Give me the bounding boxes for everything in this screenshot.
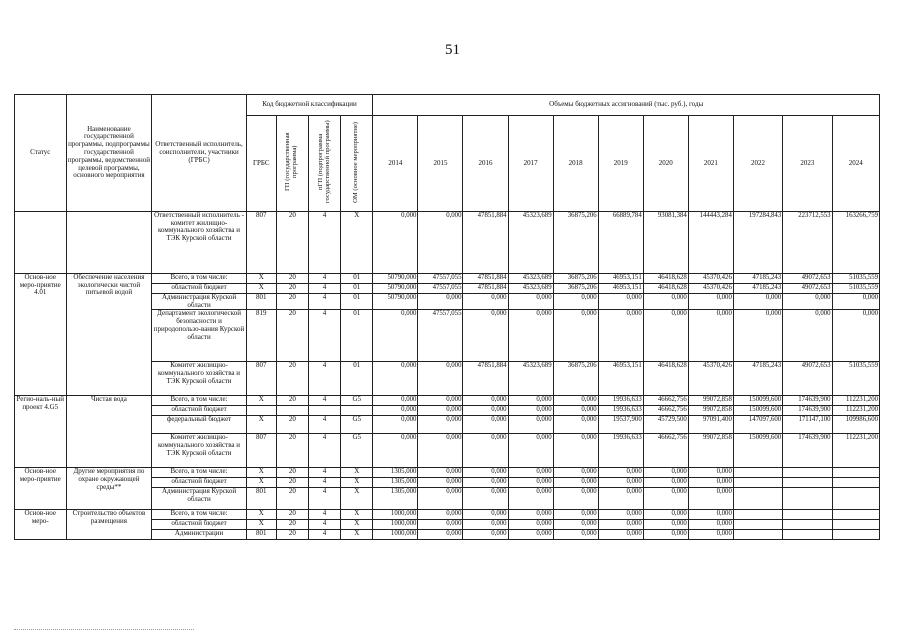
- row-value: 109986,600: [832, 416, 879, 434]
- row-value: 0,000: [598, 530, 643, 540]
- table-row: [15, 510, 880, 520]
- row-value: 0,000: [643, 310, 688, 362]
- header-year: 2015: [418, 116, 463, 212]
- row-value: 0,000: [463, 310, 508, 362]
- row-value: 51035,559: [832, 283, 879, 293]
- row-executor: Комитет жилищно-коммунального хозяйства и ТЭК Курской области: [152, 362, 246, 396]
- row-value: 47851,884: [463, 273, 508, 283]
- row-value: 93081,384: [643, 211, 688, 273]
- row-status: Основ-ное меро-: [15, 510, 67, 540]
- header-gp: [276, 116, 308, 212]
- table-row: [15, 273, 880, 283]
- table-row: [15, 396, 880, 406]
- row-pgp: 4: [308, 520, 340, 530]
- row-om: 01: [341, 273, 373, 283]
- row-value: 0,000: [418, 396, 463, 406]
- table-row: [15, 468, 880, 478]
- row-gp: 20: [276, 273, 308, 283]
- row-value: 0,000: [688, 520, 733, 530]
- row-gp: 20: [276, 362, 308, 396]
- row-value: 46662,756: [643, 406, 688, 416]
- row-value: [733, 530, 782, 540]
- row-pgp: 4: [308, 488, 340, 510]
- row-value: 46418,628: [643, 283, 688, 293]
- row-executor: Администрации: [152, 530, 246, 540]
- row-pgp: 4: [308, 396, 340, 406]
- row-value: 45370,426: [688, 362, 733, 396]
- row-om: Х: [341, 520, 373, 530]
- row-value: [783, 478, 832, 488]
- header-amounts-group: Объемы бюджетных ассигнований (тыс. руб.), годы: [373, 95, 880, 116]
- row-executor: Администрация Курской области: [152, 293, 246, 310]
- row-value: 1305,000: [373, 468, 418, 478]
- row-value: 0,000: [508, 530, 553, 540]
- row-pgp: 4: [308, 434, 340, 468]
- row-value: 0,000: [373, 406, 418, 416]
- row-value: 50790,000: [373, 293, 418, 310]
- row-name: Обеспечение населения экологически чистой питьевой водой: [66, 273, 152, 396]
- row-value: 0,000: [733, 293, 782, 310]
- budget-table: [14, 94, 880, 540]
- row-value: 174639,900: [783, 434, 832, 468]
- row-value: 0,000: [418, 211, 463, 273]
- header-gp-text: ГП (государственная программа): [284, 132, 299, 192]
- row-value: 0,000: [688, 478, 733, 488]
- row-pgp: 4: [308, 293, 340, 310]
- row-value: 0,000: [418, 468, 463, 478]
- row-value: 0,000: [508, 488, 553, 510]
- row-value: 45370,426: [688, 273, 733, 283]
- row-value: 47185,243: [733, 273, 782, 283]
- row-value: 112231,200: [832, 406, 879, 416]
- row-value: 50790,000: [373, 273, 418, 283]
- row-grbs: Х: [246, 396, 276, 406]
- row-value: [783, 520, 832, 530]
- row-value: 0,000: [598, 310, 643, 362]
- row-value: 0,000: [508, 396, 553, 406]
- row-value: 36875,206: [553, 211, 598, 273]
- header-year: 2017: [508, 116, 553, 212]
- row-value: 36875,206: [553, 362, 598, 396]
- header-om: [341, 116, 373, 212]
- table-body: [15, 211, 880, 540]
- row-value: 0,000: [508, 520, 553, 530]
- row-grbs: Х: [246, 520, 276, 530]
- row-value: 0,000: [598, 468, 643, 478]
- row-value: 0,000: [418, 362, 463, 396]
- row-grbs: Х: [246, 510, 276, 520]
- row-grbs: 807: [246, 434, 276, 468]
- row-value: 50790,000: [373, 283, 418, 293]
- row-value: 0,000: [418, 530, 463, 540]
- row-value: [733, 488, 782, 510]
- row-value: 47851,884: [463, 283, 508, 293]
- row-value: 0,000: [418, 406, 463, 416]
- row-value: 0,000: [463, 530, 508, 540]
- row-value: 0,000: [373, 310, 418, 362]
- row-executor: областной бюджет: [152, 406, 246, 416]
- row-value: [783, 468, 832, 478]
- row-gp: 20: [276, 396, 308, 406]
- row-value: 99072,858: [688, 406, 733, 416]
- row-om: G5: [341, 434, 373, 468]
- row-value: 1305,000: [373, 478, 418, 488]
- row-value: 174639,900: [783, 406, 832, 416]
- row-value: 0,000: [373, 362, 418, 396]
- row-value: 150099,600: [733, 396, 782, 406]
- row-value: 112231,200: [832, 396, 879, 406]
- row-value: 0,000: [643, 520, 688, 530]
- row-pgp: 4: [308, 283, 340, 293]
- row-om: Х: [341, 488, 373, 510]
- row-value: 0,000: [418, 293, 463, 310]
- row-value: 46662,756: [643, 396, 688, 406]
- row-value: 0,000: [508, 434, 553, 468]
- row-value: 45323,689: [508, 362, 553, 396]
- row-value: 51035,559: [832, 273, 879, 283]
- row-value: 144443,284: [688, 211, 733, 273]
- row-value: 0,000: [418, 510, 463, 520]
- row-value: 0,000: [643, 293, 688, 310]
- header-year: 2016: [463, 116, 508, 212]
- row-value: 47851,884: [463, 362, 508, 396]
- row-value: [733, 520, 782, 530]
- row-executor: Ответственный исполнитель - комитет жилищно-коммунального хозяйства и ТЭК Курской области: [152, 211, 246, 273]
- header-year: 2024: [832, 116, 879, 212]
- row-value: 47557,055: [418, 283, 463, 293]
- row-value: 46418,628: [643, 273, 688, 283]
- row-value: 0,000: [553, 396, 598, 406]
- page-number: 51: [445, 42, 460, 58]
- row-value: [783, 530, 832, 540]
- row-gp: 20: [276, 488, 308, 510]
- row-value: 0,000: [418, 520, 463, 530]
- row-value: 0,000: [463, 293, 508, 310]
- row-value: 99072,858: [688, 396, 733, 406]
- header-year: 2021: [688, 116, 733, 212]
- header-year: 2020: [643, 116, 688, 212]
- row-value: 0,000: [553, 530, 598, 540]
- row-executor: Всего, в том числе:: [152, 396, 246, 406]
- row-value: 0,000: [643, 488, 688, 510]
- row-value: 0,000: [688, 293, 733, 310]
- row-value: 0,000: [373, 211, 418, 273]
- row-value: 147097,600: [733, 416, 782, 434]
- row-grbs: 807: [246, 362, 276, 396]
- footer-dotted-line: [14, 629, 194, 631]
- row-value: 1000,000: [373, 510, 418, 520]
- row-value: 47557,055: [418, 273, 463, 283]
- header-year: 2019: [598, 116, 643, 212]
- row-value: 0,000: [463, 520, 508, 530]
- row-value: 0,000: [463, 488, 508, 510]
- row-gp: 20: [276, 293, 308, 310]
- row-grbs: 801: [246, 530, 276, 540]
- row-gp: 20: [276, 468, 308, 478]
- row-gp: 20: [276, 283, 308, 293]
- row-name: Строительство объектов размещения: [66, 510, 152, 540]
- row-value: 0,000: [598, 293, 643, 310]
- row-value: 171147,100: [783, 416, 832, 434]
- row-value: 1000,000: [373, 520, 418, 530]
- row-name: Чистая вода: [66, 396, 152, 468]
- row-value: 45370,426: [688, 283, 733, 293]
- row-grbs: Х: [246, 478, 276, 488]
- row-value: 19537,900: [598, 416, 643, 434]
- row-value: 0,000: [643, 478, 688, 488]
- row-value: 45323,689: [508, 211, 553, 273]
- row-value: 0,000: [832, 293, 879, 310]
- row-pgp: 4: [308, 273, 340, 283]
- row-value: 46662,756: [643, 434, 688, 468]
- row-grbs: 801: [246, 488, 276, 510]
- row-value: 0,000: [463, 406, 508, 416]
- row-name: Другие мероприятия по охране окружающей среды**: [66, 468, 152, 510]
- row-om: 01: [341, 362, 373, 396]
- row-om: 01: [341, 293, 373, 310]
- row-value: 0,000: [553, 520, 598, 530]
- row-value: 47851,884: [463, 211, 508, 273]
- row-gp: 20: [276, 310, 308, 362]
- row-value: [832, 468, 879, 478]
- row-gp: 20: [276, 416, 308, 434]
- row-value: 112231,200: [832, 434, 879, 468]
- row-value: 97091,400: [688, 416, 733, 434]
- row-gp: [276, 406, 308, 416]
- row-grbs: 819: [246, 310, 276, 362]
- row-value: 0,000: [598, 510, 643, 520]
- header-year: 2022: [733, 116, 782, 212]
- row-pgp: 4: [308, 530, 340, 540]
- row-value: 0,000: [463, 510, 508, 520]
- row-value: 36875,206: [553, 283, 598, 293]
- row-value: 19936,633: [598, 434, 643, 468]
- row-value: 0,000: [688, 310, 733, 362]
- row-pgp: 4: [308, 310, 340, 362]
- row-grbs: Х: [246, 283, 276, 293]
- row-value: 0,000: [463, 416, 508, 434]
- row-value: 0,000: [418, 434, 463, 468]
- row-value: [832, 478, 879, 488]
- row-value: 0,000: [553, 478, 598, 488]
- row-pgp: 4: [308, 416, 340, 434]
- row-value: 0,000: [418, 416, 463, 434]
- row-pgp: 4: [308, 510, 340, 520]
- row-om: [341, 406, 373, 416]
- row-value: 0,000: [373, 396, 418, 406]
- header-executor: Ответственный исполнитель, соисполнители, участники (ГРБС): [152, 95, 246, 212]
- row-value: 0,000: [418, 488, 463, 510]
- row-value: 0,000: [688, 488, 733, 510]
- row-grbs: Х: [246, 273, 276, 283]
- row-value: 45323,689: [508, 273, 553, 283]
- row-pgp: [308, 406, 340, 416]
- header-grbs: ГРБС: [246, 116, 276, 212]
- row-grbs: 801: [246, 293, 276, 310]
- header-name: Наименование государственной программы, подпрограммы государственной программы, ведомственной целевой программы, основного мероприятия: [66, 95, 152, 212]
- row-value: 45323,689: [508, 283, 553, 293]
- row-value: 0,000: [508, 406, 553, 416]
- row-pgp: 4: [308, 478, 340, 488]
- row-value: 150099,600: [733, 406, 782, 416]
- row-value: 36875,206: [553, 273, 598, 283]
- row-value: 0,000: [508, 478, 553, 488]
- header-pgp-text: пГП (подпрограмма государственной программы): [316, 120, 331, 204]
- row-value: 46953,151: [598, 273, 643, 283]
- row-value: 49072,653: [783, 273, 832, 283]
- row-value: 0,000: [508, 416, 553, 434]
- row-executor: областной бюджет: [152, 283, 246, 293]
- row-value: 1305,000: [373, 488, 418, 510]
- row-value: 197284,843: [733, 211, 782, 273]
- row-value: 47557,055: [418, 310, 463, 362]
- row-value: 99072,858: [688, 434, 733, 468]
- row-om: 01: [341, 310, 373, 362]
- row-om: Х: [341, 478, 373, 488]
- row-executor: Всего, в том числе:: [152, 273, 246, 283]
- row-value: 0,000: [553, 406, 598, 416]
- row-status: Регио-наль-ный проект 4.G5: [15, 396, 67, 468]
- row-value: [832, 520, 879, 530]
- row-value: 51035,559: [832, 362, 879, 396]
- row-executor: областной бюджет: [152, 520, 246, 530]
- row-value: 223712,553: [783, 211, 832, 273]
- header-year: 2018: [553, 116, 598, 212]
- row-value: 0,000: [553, 434, 598, 468]
- row-value: 0,000: [373, 434, 418, 468]
- row-executor: областной бюджет: [152, 478, 246, 488]
- row-value: [733, 468, 782, 478]
- row-value: 0,000: [553, 310, 598, 362]
- row-value: 0,000: [418, 478, 463, 488]
- row-gp: 20: [276, 434, 308, 468]
- header-year: 2023: [783, 116, 832, 212]
- row-value: 0,000: [553, 488, 598, 510]
- row-name: [66, 211, 152, 273]
- row-value: 150099,600: [733, 434, 782, 468]
- row-value: 0,000: [688, 530, 733, 540]
- row-value: 1000,000: [373, 530, 418, 540]
- table-row: [15, 211, 880, 273]
- row-value: 0,000: [508, 468, 553, 478]
- row-value: 0,000: [553, 416, 598, 434]
- row-value: 0,000: [733, 310, 782, 362]
- row-value: 66889,784: [598, 211, 643, 273]
- row-om: Х: [341, 510, 373, 520]
- row-om: G5: [341, 396, 373, 406]
- row-om: Х: [341, 211, 373, 273]
- row-gp: 20: [276, 211, 308, 273]
- row-value: 0,000: [373, 416, 418, 434]
- row-value: 0,000: [508, 510, 553, 520]
- row-pgp: 4: [308, 211, 340, 273]
- row-executor: Администрация Курской области: [152, 488, 246, 510]
- row-value: 0,000: [508, 293, 553, 310]
- header-status: Статус: [15, 95, 67, 212]
- row-value: 46418,628: [643, 362, 688, 396]
- row-executor: федеральный бюджет: [152, 416, 246, 434]
- row-om: G5: [341, 416, 373, 434]
- header-year: 2014: [373, 116, 418, 212]
- row-value: 0,000: [463, 396, 508, 406]
- row-executor: Департамент экологической безопасности и природопользо-вания Курской области: [152, 310, 246, 362]
- row-value: 47185,243: [733, 362, 782, 396]
- row-value: 0,000: [598, 520, 643, 530]
- row-value: [733, 510, 782, 520]
- row-value: 46953,151: [598, 362, 643, 396]
- row-value: 0,000: [598, 488, 643, 510]
- row-status: Основ-ное меро-приятие: [15, 468, 67, 510]
- row-value: 0,000: [553, 293, 598, 310]
- row-value: 174639,900: [783, 396, 832, 406]
- row-grbs: Х: [246, 416, 276, 434]
- row-executor: Всего, в том числе:: [152, 468, 246, 478]
- row-grbs: [246, 406, 276, 416]
- row-value: 0,000: [463, 434, 508, 468]
- header-om-text: ОМ (основное мероприятие): [352, 121, 360, 203]
- row-value: 0,000: [832, 310, 879, 362]
- row-value: 0,000: [553, 510, 598, 520]
- row-gp: 20: [276, 530, 308, 540]
- row-value: 0,000: [463, 478, 508, 488]
- row-value: [832, 510, 879, 520]
- row-value: 49072,653: [783, 362, 832, 396]
- header-pgp: [308, 116, 340, 212]
- row-gp: 20: [276, 510, 308, 520]
- row-value: 0,000: [463, 468, 508, 478]
- row-value: 0,000: [553, 468, 598, 478]
- row-om: Х: [341, 530, 373, 540]
- row-value: 46953,151: [598, 283, 643, 293]
- row-status: [15, 211, 67, 273]
- row-value: 0,000: [643, 510, 688, 520]
- row-value: 0,000: [783, 310, 832, 362]
- row-pgp: 4: [308, 468, 340, 478]
- row-gp: 20: [276, 478, 308, 488]
- row-value: [733, 478, 782, 488]
- row-value: 49072,653: [783, 283, 832, 293]
- row-value: 19936,633: [598, 406, 643, 416]
- row-value: 0,000: [783, 293, 832, 310]
- row-status: Основ-ное меро-приятие 4.01: [15, 273, 67, 396]
- row-value: 0,000: [688, 468, 733, 478]
- row-value: 45729,500: [643, 416, 688, 434]
- row-executor: Комитет жилищно-коммунального хозяйства и ТЭК Курской области: [152, 434, 246, 468]
- row-value: 19936,633: [598, 396, 643, 406]
- row-gp: 20: [276, 520, 308, 530]
- row-value: 0,000: [643, 530, 688, 540]
- row-grbs: 807: [246, 211, 276, 273]
- row-value: [832, 530, 879, 540]
- row-value: [783, 510, 832, 520]
- row-value: 47185,243: [733, 283, 782, 293]
- row-pgp: 4: [308, 362, 340, 396]
- row-om: Х: [341, 468, 373, 478]
- row-value: [832, 488, 879, 510]
- row-value: 0,000: [688, 510, 733, 520]
- row-value: 163266,759: [832, 211, 879, 273]
- row-value: 0,000: [643, 468, 688, 478]
- row-grbs: Х: [246, 468, 276, 478]
- row-value: 0,000: [508, 310, 553, 362]
- row-om: 01: [341, 283, 373, 293]
- row-value: 0,000: [598, 478, 643, 488]
- row-value: [783, 488, 832, 510]
- header-kbk-group: Код бюджетной классификации: [246, 95, 373, 116]
- row-executor: Всего, в том числе:: [152, 510, 246, 520]
